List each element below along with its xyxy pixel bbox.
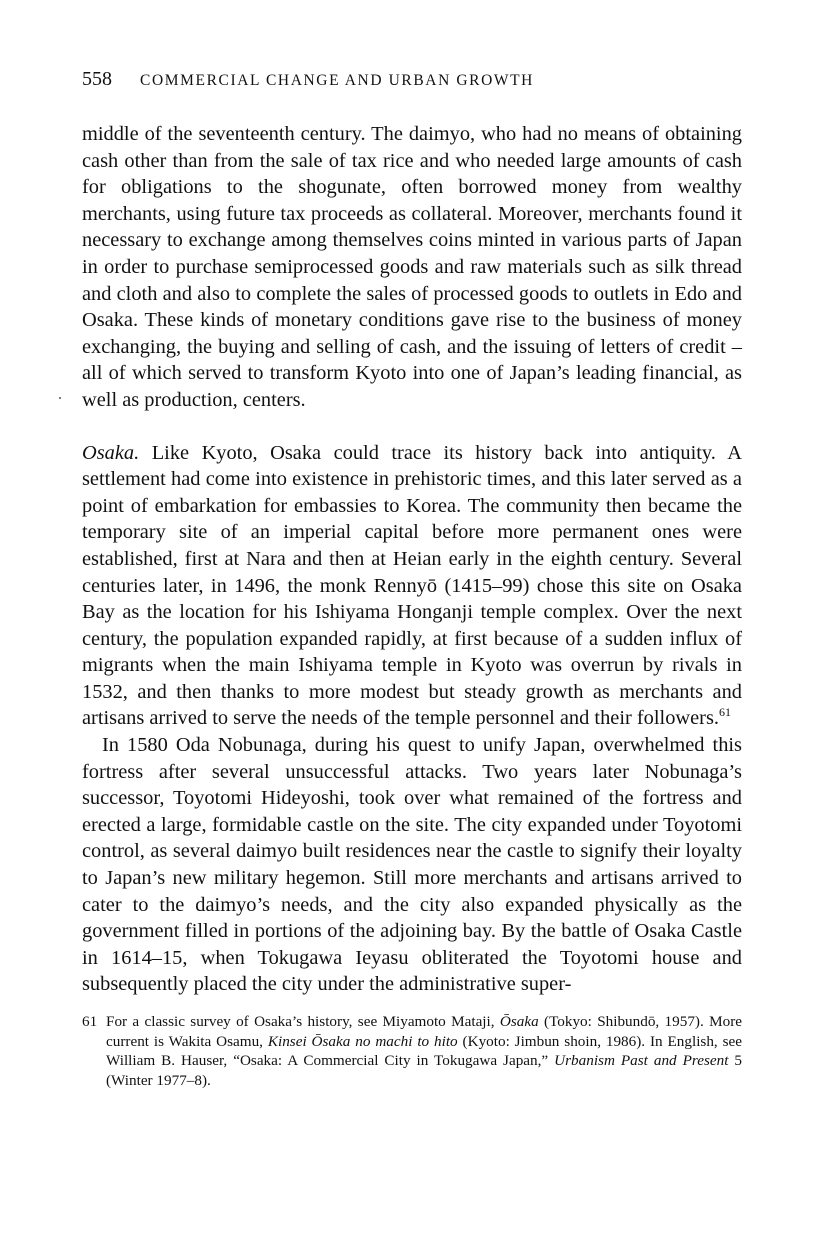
footnote-title: Kinsei Ōsaka no machi to hito xyxy=(267,1032,458,1050)
body-text xyxy=(82,121,742,998)
footnotes xyxy=(82,1012,742,1090)
footnote-text-part: 5 (Winter 1977–8). xyxy=(106,1052,743,1089)
footnote-number: 61 xyxy=(82,1013,98,1030)
footnote-text-part: (Tokyo: Shibundō, 1957). More current is Wakita Osamu, xyxy=(106,1013,742,1050)
footnote-reference[interactable]: 61 xyxy=(719,705,731,720)
footnote-text-part: For a classic survey of Osaka’s history, see Miyamoto Mataji, xyxy=(106,1013,500,1030)
paragraph-osaka-intro xyxy=(82,440,742,733)
page-number: 558 xyxy=(82,68,112,90)
footnote-61 xyxy=(82,1012,742,1090)
book-page xyxy=(82,68,742,1090)
paragraph-osaka-text: Like Kyoto, Osaka could trace its history back into antiquity. A settlement had come into existence in prehistoric times, and this later served as a point of embarkation for embassies to Korea. The community then became the temporary site of an imperial capital before more permanent ones were established, first at Nara and then at Heian early in the eighth century. Several centuries later, in 1496, the monk Rennyō (1415–99) chose this site on Osaka Bay as the location for his Ishiyama Honganji temple complex. Over the next century, the population expanded rapidly, at first because of a sudden influx of migrants when the main Ishiyama temple in Kyoto was overrun by rivals in 1532, and then thanks to more modest but steady growth as merchants and artisans arrived to serve the needs of the temple personnel and their followers. xyxy=(82,441,742,730)
paragraph-nobunaga: In 1580 Oda Nobunaga, during his quest to unify Japan, overwhelmed this fortress after several unsuccessful attacks. Two years later Nobunaga’s successor, Toyotomi Hideyoshi, took over what remained of the fortress and erected a large, formidable castle on the site. The city expanded under Toyotomi control, as several daimyo built residences near the castle to signify their loyalty to Japan’s new military hegemon. Still more merchants and artisans arrived to cater to the daimyo’s needs, and the city also expanded physically as the government filled in portions of the adjoining bay. By the battle of Osaka Castle in 1614–15, when Tokugawa Ieyasu obliterated the Toyotomi house and subsequently placed the city under the administrative super- xyxy=(82,734,742,996)
running-title: COMMERCIAL CHANGE AND URBAN GROWTH xyxy=(140,72,534,89)
paragraph-continued: middle of the seventeenth century. The daimyo, who had no means of obtaining cash other than from the sale of tax rice and who needed large amounts of cash for obligations to the shogunate, often borrowed money from wealthy merchants, using future tax proceeds as collateral. Moreover, merchants found it necessary to exchange among themselves coins minted in various parts of Japan in order to purchase semiprocessed goods and raw materials such as silk thread and cloth and also to complete the sales of processed goods to outlets in Edo and Osaka. These kinds of monetary conditions gave rise to the business of money exchanging, the buying and selling of cash, and the issuing of letters of credit – all of which served to transform Kyoto into one of Japan’s leading financial, as well as production, centers. xyxy=(82,123,742,411)
footnote-text xyxy=(106,1012,742,1090)
section-heading-osaka: Osaka. xyxy=(82,441,140,464)
footnote-title: Urbanism Past and Present xyxy=(554,1052,729,1070)
footnote-text-part: (Kyoto: Jimbun shoin, 1986). In English, see William B. Hauser, “Osaka: A Commercial City in Tokugawa Japan,” xyxy=(106,1032,742,1070)
section-gap xyxy=(82,414,742,440)
footnote-title: Ōsaka xyxy=(499,1013,539,1030)
running-header xyxy=(82,68,742,91)
stray-ink-mark xyxy=(59,397,61,399)
